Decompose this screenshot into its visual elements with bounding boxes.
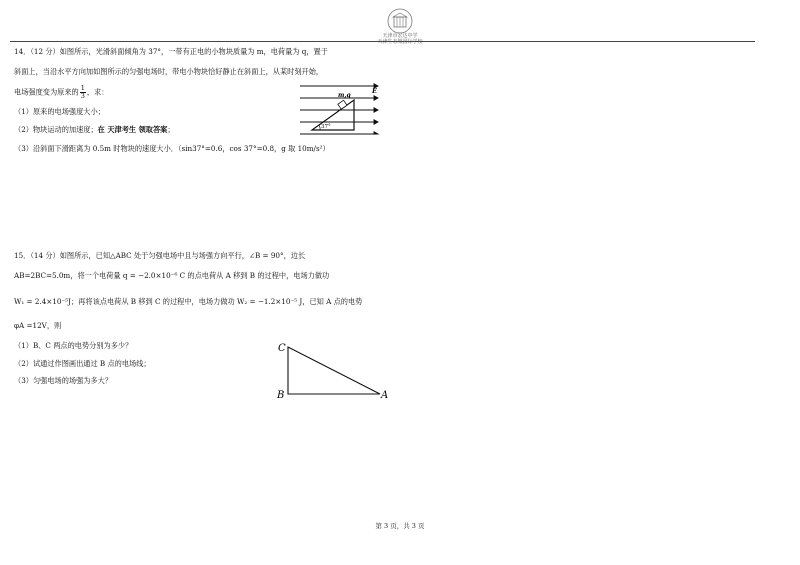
q15-stem-line-3: W₁ = 2.4×10⁻⁵J；再将该点电荷从 B 移到 C 的过程中，电场力做功 W₂ = −1.2×10⁻⁵ J，已知 A 点的电势 bbox=[14, 297, 363, 306]
block-shape bbox=[338, 100, 347, 109]
q14-stem-line-2: 斜面上，当沿水平方向加如图所示的匀强电场时，带电小物块恰好静止在斜面上，从某时刻开始， bbox=[14, 67, 324, 76]
q14-sub-2-pre: （2）物块运动的加速度； bbox=[14, 125, 98, 134]
header-school-name bbox=[360, 33, 440, 45]
fraction-numerator: 1 bbox=[80, 84, 85, 92]
q14-stem-line-3 bbox=[14, 85, 108, 100]
angle-label: 37° bbox=[321, 124, 331, 130]
angle-arc bbox=[319, 125, 320, 130]
q14-sub-2-post: ； bbox=[167, 125, 175, 134]
fraction-denominator: 3 bbox=[80, 92, 85, 100]
charge-label: m,q bbox=[338, 92, 351, 99]
header-line-1: 天津市宏达中学 bbox=[382, 33, 418, 39]
triangle-abc bbox=[288, 347, 380, 394]
vertex-a-label: A bbox=[381, 390, 389, 401]
q14-stem-line-3-pre: 电场强度变为原来的 bbox=[14, 87, 79, 97]
q15-stem-line-1: 15．（14 分）如图所示，已知△ABC 处于匀强电场中且与场强方向平行，∠B = 90°，边长 bbox=[14, 251, 306, 260]
q14-sub-1: （1）原来的电场强度大小； bbox=[14, 107, 105, 116]
q15-stem-line-4: φA =12V，则 bbox=[14, 321, 62, 330]
header-line-2: 天津生态城国际学校 bbox=[377, 39, 423, 45]
incline-triangle bbox=[312, 100, 354, 130]
q14-stem-line-3-post: ，求： bbox=[86, 87, 109, 97]
incline-field-figure bbox=[298, 82, 380, 140]
header-divider bbox=[10, 41, 755, 42]
q14-sub-3: （3）沿斜面下滑距离为 0.5m 时物块的速度大小．（sin37°=0.6，cos 37°=0.8，g 取 10m/s²） bbox=[14, 144, 330, 153]
q15-sub-2: （2）试通过作图画出通过 B 点的电场线； bbox=[14, 359, 151, 368]
answer-promo-text: 在 天津考生 领取答案 bbox=[97, 125, 168, 134]
q14-stem-line-1: 14．（12 分）如图所示，光滑斜面倾角为 37°，一带有正电的小物块质量为 m，电荷量为 q，置于 bbox=[14, 47, 328, 56]
q15-sub-1: （1）B、C 两点的电势分别为多少？ bbox=[14, 341, 133, 350]
field-arrow-3 bbox=[374, 108, 378, 112]
vertex-c-label: C bbox=[278, 343, 286, 354]
field-arrow-4 bbox=[374, 120, 378, 124]
q14-sub-2 bbox=[14, 125, 175, 135]
vertex-b-label: B bbox=[277, 390, 285, 401]
school-logo-icon bbox=[386, 8, 414, 34]
triangle-abc-figure bbox=[272, 340, 398, 402]
field-arrow-5 bbox=[374, 132, 378, 134]
field-label: E bbox=[372, 87, 377, 95]
page-number: 第 3 页，共 3 页 bbox=[375, 522, 425, 530]
q15-sub-3: （3）匀强电场的场强为多大？ bbox=[14, 376, 113, 385]
q15-stem-line-2: AB=2BC=5.0m，将一个电荷量 q = −2.0×10⁻⁶ C 的点电荷从 A 移到 B 的过程中，电场力做功 bbox=[14, 271, 330, 280]
one-third-fraction bbox=[80, 85, 86, 100]
field-arrow-2 bbox=[374, 96, 378, 100]
